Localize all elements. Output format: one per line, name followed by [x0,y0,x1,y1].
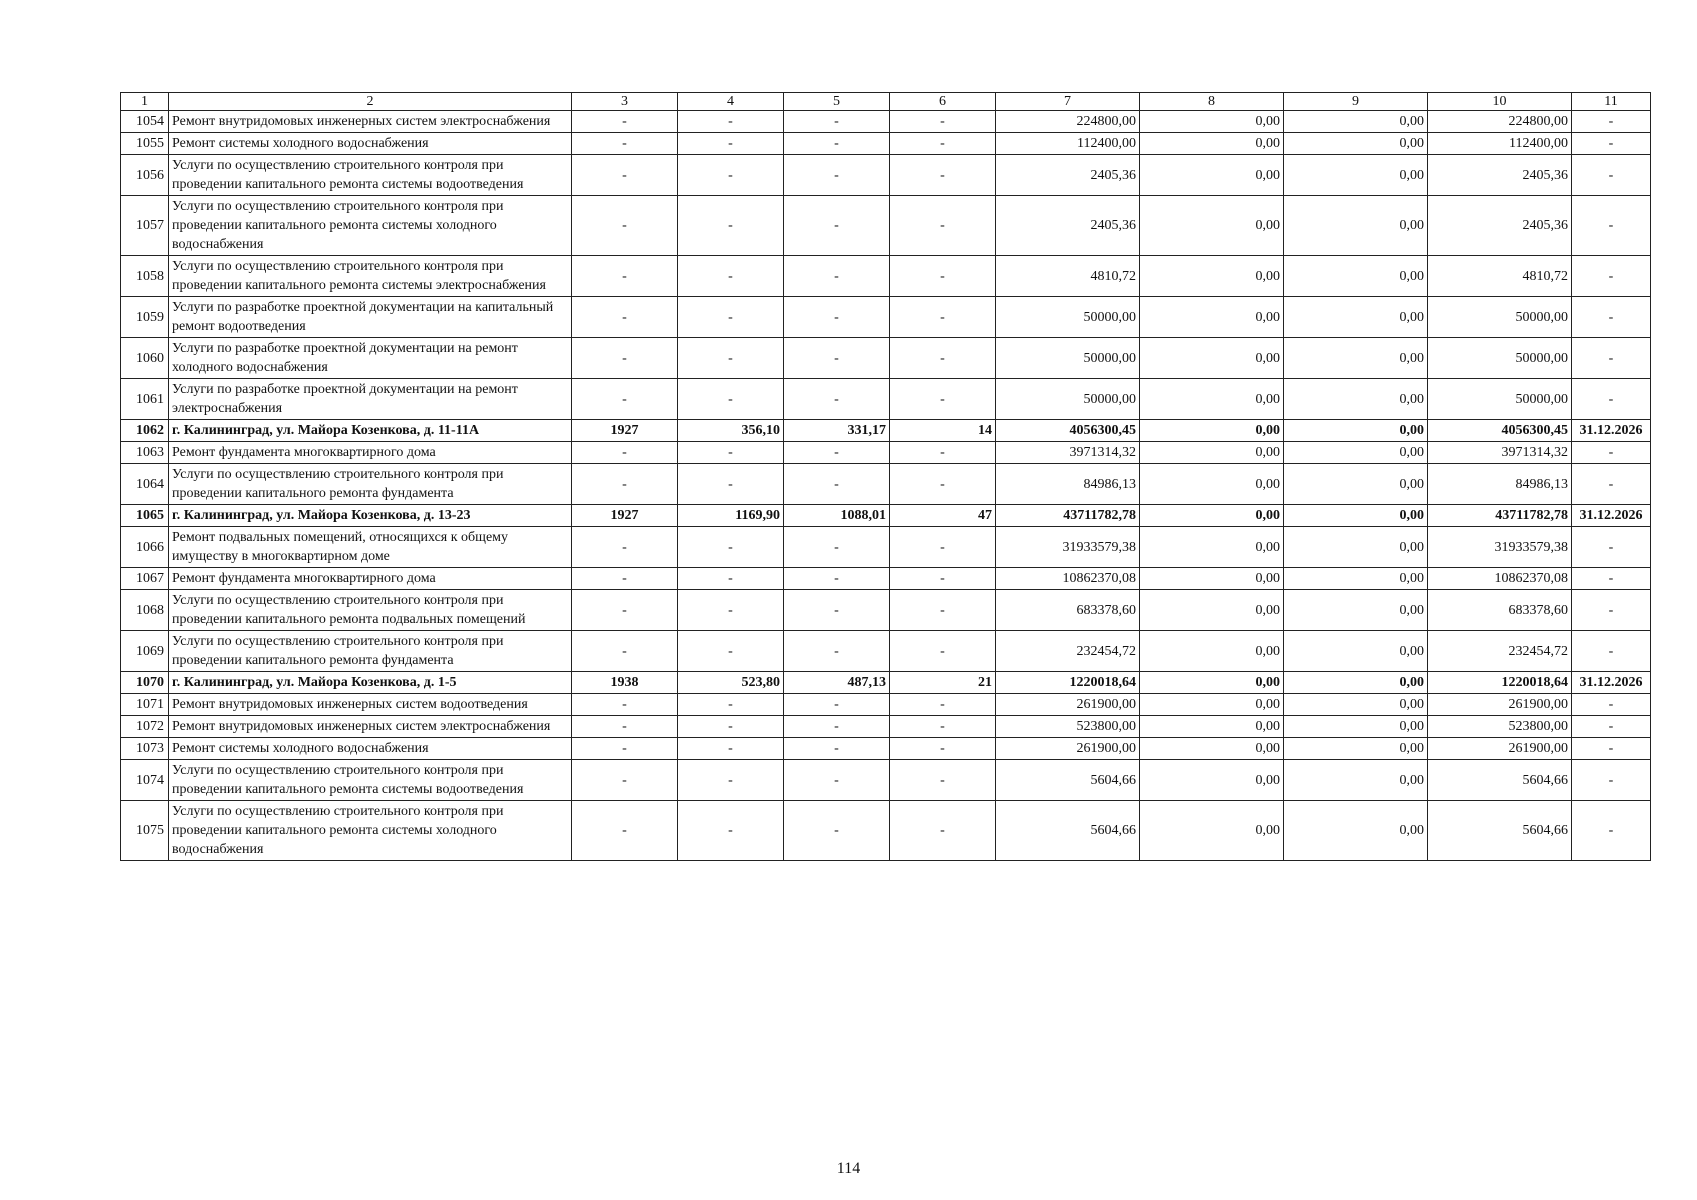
cost-total-cell: 5604,66 [996,801,1140,861]
residents-cell: - [890,297,996,338]
cost-col8-cell: 0,00 [1140,133,1284,155]
row-name: Ремонт фундамента многоквартирного дома [169,568,572,590]
cost-total-cell: 31933579,38 [996,527,1140,568]
cost-col8-cell: 0,00 [1140,505,1284,527]
area-living-cell: 487,13 [784,672,890,694]
residents-cell: - [890,738,996,760]
row-number: 1055 [121,133,169,155]
cost-col9-cell: 0,00 [1284,196,1428,256]
cost-col10-cell: 112400,00 [1428,133,1572,155]
area-total-cell: - [678,442,784,464]
cost-total-cell: 3971314,32 [996,442,1140,464]
deadline-cell: - [1572,155,1651,196]
area-living-cell: 1088,01 [784,505,890,527]
page-number: 114 [836,1160,861,1177]
column-number: 6 [890,93,996,111]
year-cell: - [572,590,678,631]
deadline-cell: - [1572,442,1651,464]
row-name: Ремонт фундамента многоквартирного дома [169,442,572,464]
row-number: 1065 [121,505,169,527]
cost-col10-cell: 50000,00 [1428,297,1572,338]
row-number: 1060 [121,338,169,379]
deadline-cell: - [1572,801,1651,861]
cost-total-cell: 261900,00 [996,738,1140,760]
row-number: 1061 [121,379,169,420]
cost-total-cell: 2405,36 [996,155,1140,196]
cost-col9-cell: 0,00 [1284,379,1428,420]
table-row [121,631,1651,672]
deadline-cell: - [1572,760,1651,801]
area-total-cell: - [678,297,784,338]
row-number: 1059 [121,297,169,338]
row-number: 1069 [121,631,169,672]
row-name: Ремонт внутридомовых инженерных систем электроснабжения [169,716,572,738]
cost-col10-cell: 232454,72 [1428,631,1572,672]
cost-total-cell: 683378,60 [996,590,1140,631]
area-living-cell: - [784,379,890,420]
cost-col8-cell: 0,00 [1140,801,1284,861]
table-row [121,801,1651,861]
year-cell: - [572,760,678,801]
row-number: 1075 [121,801,169,861]
table-row [121,111,1651,133]
cost-col8-cell: 0,00 [1140,760,1284,801]
deadline-cell: - [1572,297,1651,338]
table-row [121,379,1651,420]
area-total-cell: - [678,716,784,738]
area-total-cell: - [678,801,784,861]
column-number: 3 [572,93,678,111]
row-number: 1057 [121,196,169,256]
residents-cell: 21 [890,672,996,694]
row-number: 1058 [121,256,169,297]
area-living-cell: - [784,155,890,196]
area-total-cell: - [678,590,784,631]
row-number: 1066 [121,527,169,568]
area-total-cell: - [678,631,784,672]
column-number: 11 [1572,93,1651,111]
cost-col8-cell: 0,00 [1140,590,1284,631]
row-name: Услуги по разработке проектной документации на ремонт холодного водоснабжения [169,338,572,379]
cost-col10-cell: 224800,00 [1428,111,1572,133]
table-body [121,93,1651,861]
row-name: Услуги по осуществлению строительного контроля при проведении капитального ремонта системы электроснабжения [169,256,572,297]
row-number: 1070 [121,672,169,694]
cost-col9-cell: 0,00 [1284,760,1428,801]
table-row [121,760,1651,801]
deadline-cell: - [1572,464,1651,505]
cost-col8-cell: 0,00 [1140,196,1284,256]
cost-col10-cell: 261900,00 [1428,738,1572,760]
cost-col8-cell: 0,00 [1140,694,1284,716]
row-name: Услуги по разработке проектной документации на капитальный ремонт водоотведения [169,297,572,338]
cost-col9-cell: 0,00 [1284,672,1428,694]
area-living-cell: - [784,464,890,505]
column-number: 2 [169,93,572,111]
area-living-cell: - [784,568,890,590]
cost-col9-cell: 0,00 [1284,155,1428,196]
year-cell: - [572,338,678,379]
area-living-cell: - [784,338,890,379]
residents-cell: - [890,442,996,464]
table-row [121,442,1651,464]
cost-col8-cell: 0,00 [1140,420,1284,442]
area-total-cell: - [678,111,784,133]
cost-total-cell: 4056300,45 [996,420,1140,442]
table-row [121,568,1651,590]
cost-col8-cell: 0,00 [1140,716,1284,738]
cost-total-cell: 232454,72 [996,631,1140,672]
residents-cell: - [890,196,996,256]
residents-cell: - [890,155,996,196]
cost-total-cell: 1220018,64 [996,672,1140,694]
year-cell: - [572,256,678,297]
year-cell: - [572,133,678,155]
cost-col9-cell: 0,00 [1284,568,1428,590]
year-cell: - [572,442,678,464]
table-row [121,420,1651,442]
residents-cell: - [890,568,996,590]
cost-col8-cell: 0,00 [1140,297,1284,338]
row-number: 1068 [121,590,169,631]
area-living-cell: - [784,297,890,338]
cost-col10-cell: 523800,00 [1428,716,1572,738]
cost-col9-cell: 0,00 [1284,716,1428,738]
cost-col10-cell: 2405,36 [1428,196,1572,256]
deadline-cell: - [1572,133,1651,155]
cost-col9-cell: 0,00 [1284,738,1428,760]
cost-col9-cell: 0,00 [1284,442,1428,464]
cost-col8-cell: 0,00 [1140,111,1284,133]
cost-total-cell: 523800,00 [996,716,1140,738]
deadline-cell: - [1572,738,1651,760]
deadline-cell: 31.12.2026 [1572,672,1651,694]
cost-col10-cell: 261900,00 [1428,694,1572,716]
residents-cell: - [890,801,996,861]
table-row [121,338,1651,379]
year-cell: - [572,801,678,861]
deadline-cell: - [1572,196,1651,256]
deadline-cell: - [1572,694,1651,716]
residents-cell: - [890,256,996,297]
area-total-cell: - [678,760,784,801]
area-living-cell: - [784,716,890,738]
cost-col10-cell: 10862370,08 [1428,568,1572,590]
cost-col9-cell: 0,00 [1284,505,1428,527]
table-row [121,694,1651,716]
cost-col8-cell: 0,00 [1140,568,1284,590]
cost-col9-cell: 0,00 [1284,464,1428,505]
area-total-cell: - [678,527,784,568]
row-name: Услуги по осуществлению строительного контроля при проведении капитального ремонта фундамента [169,464,572,505]
cost-col8-cell: 0,00 [1140,631,1284,672]
table-row [121,133,1651,155]
area-living-cell: - [784,111,890,133]
cost-col9-cell: 0,00 [1284,111,1428,133]
deadline-cell: 31.12.2026 [1572,505,1651,527]
cost-col9-cell: 0,00 [1284,420,1428,442]
residents-cell: - [890,716,996,738]
cost-total-cell: 50000,00 [996,379,1140,420]
column-number: 7 [996,93,1140,111]
row-name: Ремонт подвальных помещений, относящихся к общему имуществу в многоквартирном доме [169,527,572,568]
column-number: 5 [784,93,890,111]
cost-col9-cell: 0,00 [1284,297,1428,338]
table-row [121,672,1651,694]
cost-col10-cell: 2405,36 [1428,155,1572,196]
residents-cell: 14 [890,420,996,442]
area-living-cell: - [784,694,890,716]
cost-total-cell: 261900,00 [996,694,1140,716]
area-total-cell: - [678,256,784,297]
cost-col9-cell: 0,00 [1284,527,1428,568]
cost-col10-cell: 31933579,38 [1428,527,1572,568]
area-total-cell: 1169,90 [678,505,784,527]
year-cell: - [572,196,678,256]
cost-col10-cell: 4056300,45 [1428,420,1572,442]
year-cell: - [572,111,678,133]
deadline-cell: - [1572,379,1651,420]
row-number: 1063 [121,442,169,464]
table-row [121,256,1651,297]
deadline-cell: - [1572,338,1651,379]
row-name: Услуги по осуществлению строительного контроля при проведении капитального ремонта фундамента [169,631,572,672]
cost-col8-cell: 0,00 [1140,672,1284,694]
cost-total-cell: 5604,66 [996,760,1140,801]
row-number: 1067 [121,568,169,590]
table-row [121,716,1651,738]
year-cell: - [572,716,678,738]
cost-col9-cell: 0,00 [1284,338,1428,379]
table-row [121,464,1651,505]
year-cell: 1927 [572,420,678,442]
row-name: Услуги по разработке проектной документации на ремонт электроснабжения [169,379,572,420]
cost-col9-cell: 0,00 [1284,801,1428,861]
area-living-cell: - [784,196,890,256]
year-cell: - [572,631,678,672]
area-total-cell: - [678,568,784,590]
table-row [121,155,1651,196]
cost-col10-cell: 5604,66 [1428,801,1572,861]
deadline-cell: - [1572,590,1651,631]
cost-col8-cell: 0,00 [1140,738,1284,760]
cost-col8-cell: 0,00 [1140,442,1284,464]
cost-total-cell: 2405,36 [996,196,1140,256]
cost-col8-cell: 0,00 [1140,155,1284,196]
year-cell: - [572,568,678,590]
residents-cell: - [890,338,996,379]
residents-cell: - [890,379,996,420]
area-total-cell: - [678,338,784,379]
area-living-cell: - [784,442,890,464]
cost-col10-cell: 43711782,78 [1428,505,1572,527]
year-cell: - [572,694,678,716]
deadline-cell: 31.12.2026 [1572,420,1651,442]
area-living-cell: - [784,256,890,297]
cost-total-cell: 4810,72 [996,256,1140,297]
row-name: Услуги по осуществлению строительного контроля при проведении капитального ремонта системы водоотведения [169,760,572,801]
row-name: Ремонт системы холодного водоснабжения [169,133,572,155]
row-name: Ремонт внутридомовых инженерных систем электроснабжения [169,111,572,133]
year-cell: - [572,155,678,196]
table-row [121,196,1651,256]
cost-total-cell: 50000,00 [996,338,1140,379]
area-total-cell: 356,10 [678,420,784,442]
row-name: Услуги по осуществлению строительного контроля при проведении капитального ремонта подвальных помещений [169,590,572,631]
cost-col8-cell: 0,00 [1140,527,1284,568]
row-number: 1054 [121,111,169,133]
area-total-cell: - [678,155,784,196]
cost-col8-cell: 0,00 [1140,256,1284,297]
residents-cell: - [890,694,996,716]
column-number: 8 [1140,93,1284,111]
year-cell: - [572,297,678,338]
cost-total-cell: 50000,00 [996,297,1140,338]
cost-col9-cell: 0,00 [1284,133,1428,155]
area-living-cell: - [784,133,890,155]
area-living-cell: - [784,738,890,760]
cost-col10-cell: 683378,60 [1428,590,1572,631]
residents-cell: - [890,760,996,801]
cost-col10-cell: 4810,72 [1428,256,1572,297]
area-living-cell: 331,17 [784,420,890,442]
cost-col8-cell: 0,00 [1140,379,1284,420]
area-living-cell: - [784,760,890,801]
table-row [121,297,1651,338]
year-cell: - [572,464,678,505]
cost-col10-cell: 1220018,64 [1428,672,1572,694]
area-total-cell: - [678,694,784,716]
cost-total-cell: 84986,13 [996,464,1140,505]
row-number: 1064 [121,464,169,505]
column-number: 4 [678,93,784,111]
year-cell: 1938 [572,672,678,694]
area-total-cell: - [678,738,784,760]
cost-col10-cell: 3971314,32 [1428,442,1572,464]
area-total-cell: 523,80 [678,672,784,694]
cost-col9-cell: 0,00 [1284,256,1428,297]
cost-total-cell: 10862370,08 [996,568,1140,590]
row-number: 1071 [121,694,169,716]
year-cell: - [572,379,678,420]
area-total-cell: - [678,464,784,505]
cost-col10-cell: 50000,00 [1428,379,1572,420]
residents-cell: - [890,133,996,155]
cost-col9-cell: 0,00 [1284,631,1428,672]
row-number: 1062 [121,420,169,442]
row-number: 1072 [121,716,169,738]
cost-col10-cell: 5604,66 [1428,760,1572,801]
cost-col10-cell: 50000,00 [1428,338,1572,379]
year-cell: - [572,527,678,568]
row-name: Услуги по осуществлению строительного контроля при проведении капитального ремонта системы холодного водоснабжения [169,801,572,861]
column-number-row [121,93,1651,111]
column-number: 9 [1284,93,1428,111]
year-cell: - [572,738,678,760]
residents-cell: - [890,590,996,631]
row-name: г. Калининград, ул. Майора Козенкова, д. 1-5 [169,672,572,694]
cost-col9-cell: 0,00 [1284,590,1428,631]
deadline-cell: - [1572,716,1651,738]
area-living-cell: - [784,801,890,861]
cost-col8-cell: 0,00 [1140,464,1284,505]
area-total-cell: - [678,379,784,420]
column-number: 1 [121,93,169,111]
row-name: Услуги по осуществлению строительного контроля при проведении капитального ремонта системы водоотведения [169,155,572,196]
column-number: 10 [1428,93,1572,111]
row-name: Ремонт системы холодного водоснабжения [169,738,572,760]
deadline-cell: - [1572,256,1651,297]
residents-cell: 47 [890,505,996,527]
residents-cell: - [890,111,996,133]
deadline-cell: - [1572,527,1651,568]
deadline-cell: - [1572,111,1651,133]
row-number: 1073 [121,738,169,760]
year-cell: 1927 [572,505,678,527]
row-number: 1056 [121,155,169,196]
table-row [121,505,1651,527]
deadline-cell: - [1572,568,1651,590]
cost-col8-cell: 0,00 [1140,338,1284,379]
row-name: г. Калининград, ул. Майора Козенкова, д. 11-11А [169,420,572,442]
cost-total-cell: 43711782,78 [996,505,1140,527]
document-table [120,92,1651,861]
deadline-cell: - [1572,631,1651,672]
table-row [121,738,1651,760]
cost-total-cell: 224800,00 [996,111,1140,133]
row-name: г. Калининград, ул. Майора Козенкова, д. 13-23 [169,505,572,527]
residents-cell: - [890,527,996,568]
area-total-cell: - [678,196,784,256]
area-living-cell: - [784,590,890,631]
row-name: Услуги по осуществлению строительного контроля при проведении капитального ремонта системы холодного водоснабжения [169,196,572,256]
row-name: Ремонт внутридомовых инженерных систем водоотведения [169,694,572,716]
cost-total-cell: 112400,00 [996,133,1140,155]
residents-cell: - [890,464,996,505]
table-row [121,527,1651,568]
cost-col10-cell: 84986,13 [1428,464,1572,505]
cost-col9-cell: 0,00 [1284,694,1428,716]
row-number: 1074 [121,760,169,801]
area-living-cell: - [784,527,890,568]
area-total-cell: - [678,133,784,155]
area-living-cell: - [784,631,890,672]
table-row [121,590,1651,631]
residents-cell: - [890,631,996,672]
